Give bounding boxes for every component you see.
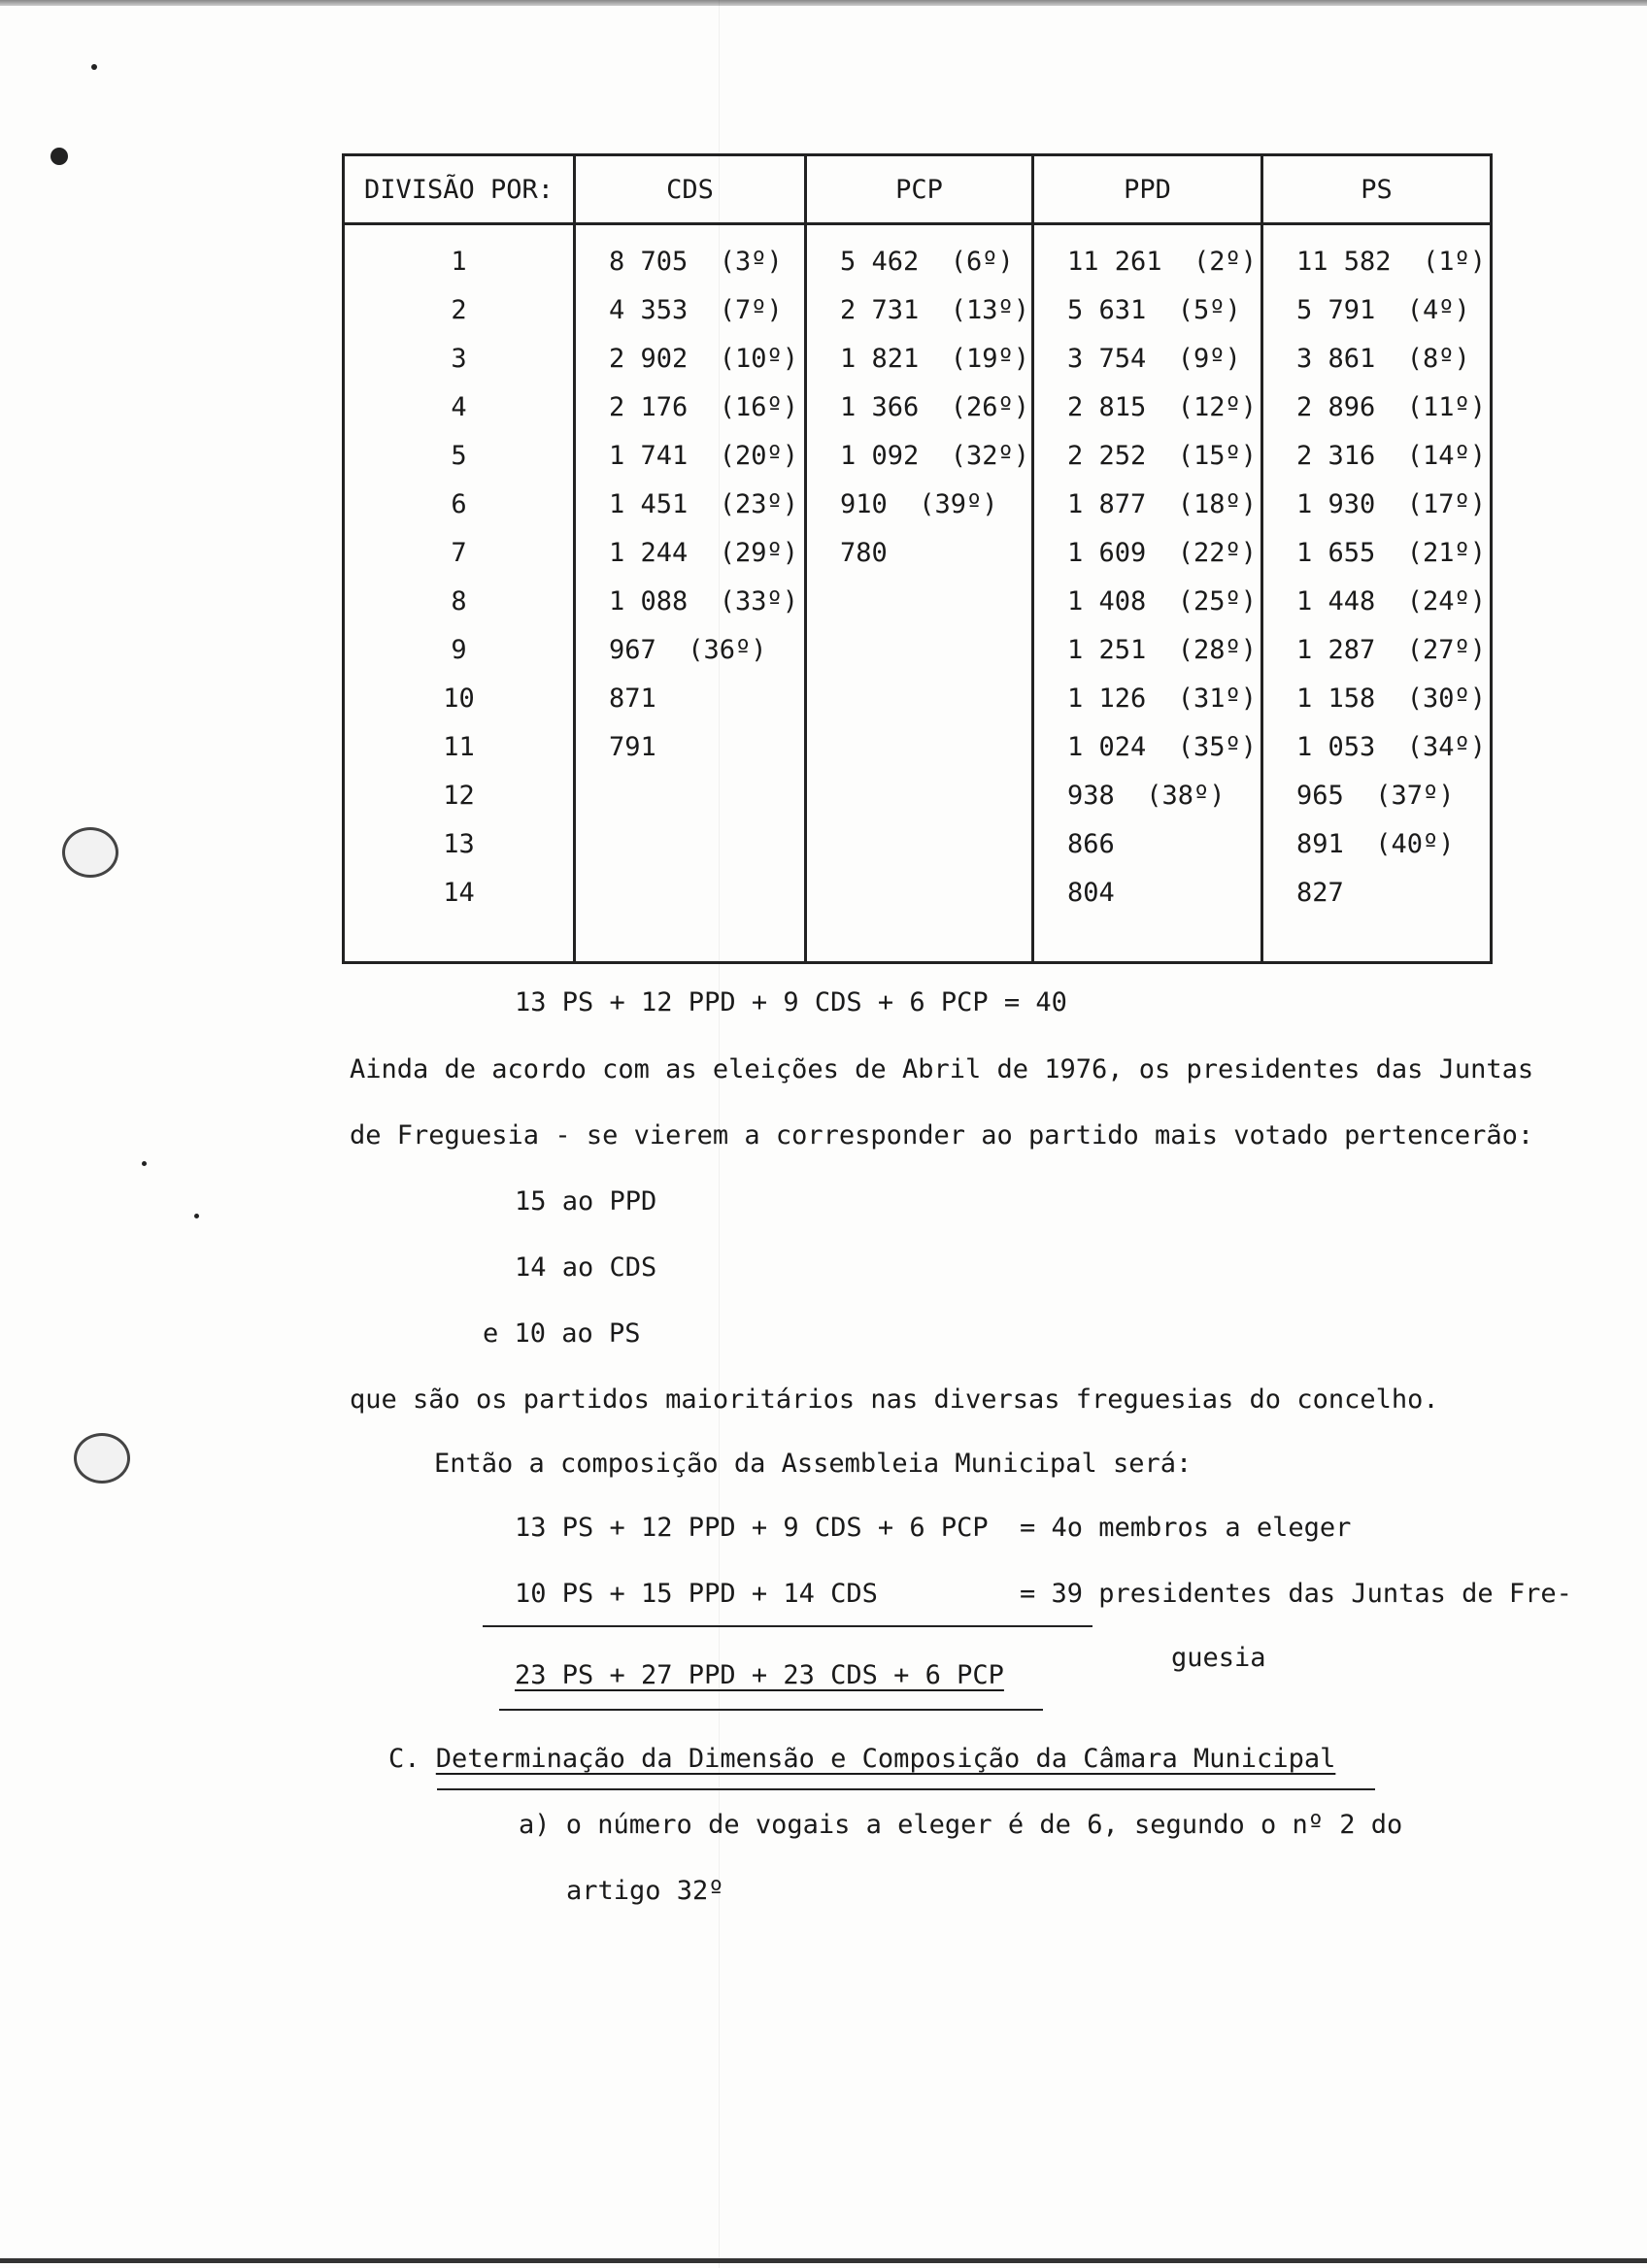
cell-cds: 1 741 (20º) — [575, 431, 806, 480]
cell-pcp — [806, 722, 1033, 771]
sum-rule — [483, 1625, 1092, 1627]
cell-cds: 2 176 (16º) — [575, 383, 806, 431]
header-pcp: PCP — [806, 155, 1033, 224]
cell-pcp — [806, 577, 1033, 625]
cell-ppd: 866 — [1033, 819, 1262, 868]
cell-ps: 891 (40º) — [1262, 819, 1492, 868]
cell-ps: 11 582 (1º) — [1262, 224, 1492, 286]
table-row — [344, 625, 1492, 674]
table-row — [344, 431, 1492, 480]
list-item: 14 ao CDS — [515, 1252, 657, 1283]
paragraph-line: Então a composição da Assembleia Municipal será: — [434, 1449, 1193, 1479]
cell-ps: 1 287 (27º) — [1262, 625, 1492, 674]
ink-spot — [50, 148, 68, 165]
cell-division: 1 — [344, 224, 575, 286]
table-row — [344, 577, 1492, 625]
table-row — [344, 224, 1492, 286]
cell-ppd: 2 815 (12º) — [1033, 383, 1262, 431]
punch-hole — [74, 1433, 130, 1484]
list-item: artigo 32º — [566, 1876, 724, 1906]
bottom-edge — [0, 2258, 1647, 2263]
table-row — [344, 285, 1492, 334]
cell-cds: 967 (36º) — [575, 625, 806, 674]
table-header-row — [344, 155, 1492, 224]
table-row — [344, 528, 1492, 577]
cell-ppd: 3 754 (9º) — [1033, 334, 1262, 383]
cell-cds: 8 705 (3º) — [575, 224, 806, 286]
cell-cds: 1 088 (33º) — [575, 577, 806, 625]
table-row — [344, 480, 1492, 528]
table-row — [344, 819, 1492, 868]
cell-ps: 965 (37º) — [1262, 771, 1492, 819]
list-item: e 10 ao PS — [483, 1318, 641, 1349]
cell-pcp: 780 — [806, 528, 1033, 577]
cell-pcp: 1 092 (32º) — [806, 431, 1033, 480]
sum-line: 13 PS + 12 PPD + 9 CDS + 6 PCP — [515, 1513, 989, 1543]
table-row — [344, 674, 1492, 722]
header-ps: PS — [1262, 155, 1492, 224]
list-item: a) o número de vogais a eleger é de 6, segundo o nº 2 do — [519, 1810, 1403, 1840]
cell-ppd: 5 631 (5º) — [1033, 285, 1262, 334]
cell-ps: 2 896 (11º) — [1262, 383, 1492, 431]
cell-pcp: 5 462 (6º) — [806, 224, 1033, 286]
table-cell-empty — [1262, 917, 1492, 963]
cell-ps: 827 — [1262, 868, 1492, 917]
cell-cds — [575, 868, 806, 917]
cell-ppd: 804 — [1033, 868, 1262, 917]
sum-result: = 4o membros a eleger — [1020, 1513, 1352, 1543]
cell-cds — [575, 771, 806, 819]
sum-line: 10 PS + 15 PPD + 14 CDS — [515, 1579, 878, 1609]
sum-result: guesia — [1171, 1643, 1266, 1673]
cell-ps: 1 158 (30º) — [1262, 674, 1492, 722]
header-cds: CDS — [575, 155, 806, 224]
table-cell-empty — [806, 917, 1033, 963]
table-cell-empty — [1033, 917, 1262, 963]
section-heading — [388, 1744, 1335, 1774]
division-table — [342, 153, 1493, 964]
cell-pcp: 1 821 (19º) — [806, 334, 1033, 383]
table-row — [344, 868, 1492, 917]
cell-division: 11 — [344, 722, 575, 771]
header-division: DIVISÃO POR: — [344, 155, 575, 224]
cell-cds — [575, 819, 806, 868]
top-edge — [0, 0, 1647, 6]
cell-pcp — [806, 819, 1033, 868]
cell-division: 5 — [344, 431, 575, 480]
cell-ps: 1 930 (17º) — [1262, 480, 1492, 528]
paragraph-line: que são os partidos maioritários nas diversas freguesias do concelho. — [350, 1384, 1439, 1415]
cell-division: 3 — [344, 334, 575, 383]
cell-division: 2 — [344, 285, 575, 334]
cell-ps: 5 791 (4º) — [1262, 285, 1492, 334]
section-title: Determinação da Dimensão e Composição da Câmara Municipal — [435, 1744, 1336, 1774]
punch-hole — [62, 827, 118, 878]
cell-ppd: 2 252 (15º) — [1033, 431, 1262, 480]
cell-ppd: 938 (38º) — [1033, 771, 1262, 819]
cell-cds: 871 — [575, 674, 806, 722]
cell-ppd: 1 251 (28º) — [1033, 625, 1262, 674]
cell-pcp: 910 (39º) — [806, 480, 1033, 528]
cell-ps: 2 316 (14º) — [1262, 431, 1492, 480]
paragraph-line: Ainda de acordo com as eleições de Abril de 1976, os presidentes das Juntas — [350, 1054, 1534, 1084]
section-rule — [437, 1788, 1375, 1790]
cell-pcp — [806, 625, 1033, 674]
cell-pcp: 1 366 (26º) — [806, 383, 1033, 431]
cell-division: 4 — [344, 383, 575, 431]
cell-pcp: 2 731 (13º) — [806, 285, 1033, 334]
cell-division: 6 — [344, 480, 575, 528]
table-row — [344, 722, 1492, 771]
table-row — [344, 383, 1492, 431]
ink-spot — [91, 64, 97, 70]
cell-pcp — [806, 674, 1033, 722]
cell-division: 9 — [344, 625, 575, 674]
cell-ps: 1 448 (24º) — [1262, 577, 1492, 625]
cell-cds: 1 244 (29º) — [575, 528, 806, 577]
list-item: 15 ao PPD — [515, 1186, 657, 1217]
cell-cds: 791 — [575, 722, 806, 771]
section-marker: C. — [388, 1744, 436, 1774]
cell-ppd: 1 126 (31º) — [1033, 674, 1262, 722]
ink-spot — [142, 1161, 147, 1166]
header-ppd: PPD — [1033, 155, 1262, 224]
sum-result: = 39 presidentes das Juntas de Fre- — [1020, 1579, 1572, 1609]
table-cell-empty — [344, 917, 575, 963]
cell-division: 8 — [344, 577, 575, 625]
cell-ppd: 1 877 (18º) — [1033, 480, 1262, 528]
paragraph-line: de Freguesia - se vierem a corresponder ao partido mais votado pertencerão: — [350, 1120, 1534, 1151]
cell-cds: 4 353 (7º) — [575, 285, 806, 334]
cell-cds: 1 451 (23º) — [575, 480, 806, 528]
cell-division: 13 — [344, 819, 575, 868]
cell-ppd: 11 261 (2º) — [1033, 224, 1262, 286]
cell-ps: 3 861 (8º) — [1262, 334, 1492, 383]
cell-pcp — [806, 771, 1033, 819]
total-line: 23 PS + 27 PPD + 23 CDS + 6 PCP — [515, 1660, 1004, 1690]
cell-division: 14 — [344, 868, 575, 917]
total-double-rule — [499, 1709, 1043, 1711]
cell-cds: 2 902 (10º) — [575, 334, 806, 383]
table-row — [344, 334, 1492, 383]
sum-line: 13 PS + 12 PPD + 9 CDS + 6 PCP = 40 — [515, 987, 1067, 1017]
cell-ppd: 1 609 (22º) — [1033, 528, 1262, 577]
table-row — [344, 771, 1492, 819]
cell-pcp — [806, 868, 1033, 917]
cell-ppd: 1 024 (35º) — [1033, 722, 1262, 771]
cell-ps: 1 053 (34º) — [1262, 722, 1492, 771]
cell-ps: 1 655 (21º) — [1262, 528, 1492, 577]
ink-spot — [194, 1214, 199, 1218]
table-row-padding — [344, 917, 1492, 963]
cell-division: 10 — [344, 674, 575, 722]
table-cell-empty — [575, 917, 806, 963]
cell-division: 7 — [344, 528, 575, 577]
cell-ppd: 1 408 (25º) — [1033, 577, 1262, 625]
cell-division: 12 — [344, 771, 575, 819]
